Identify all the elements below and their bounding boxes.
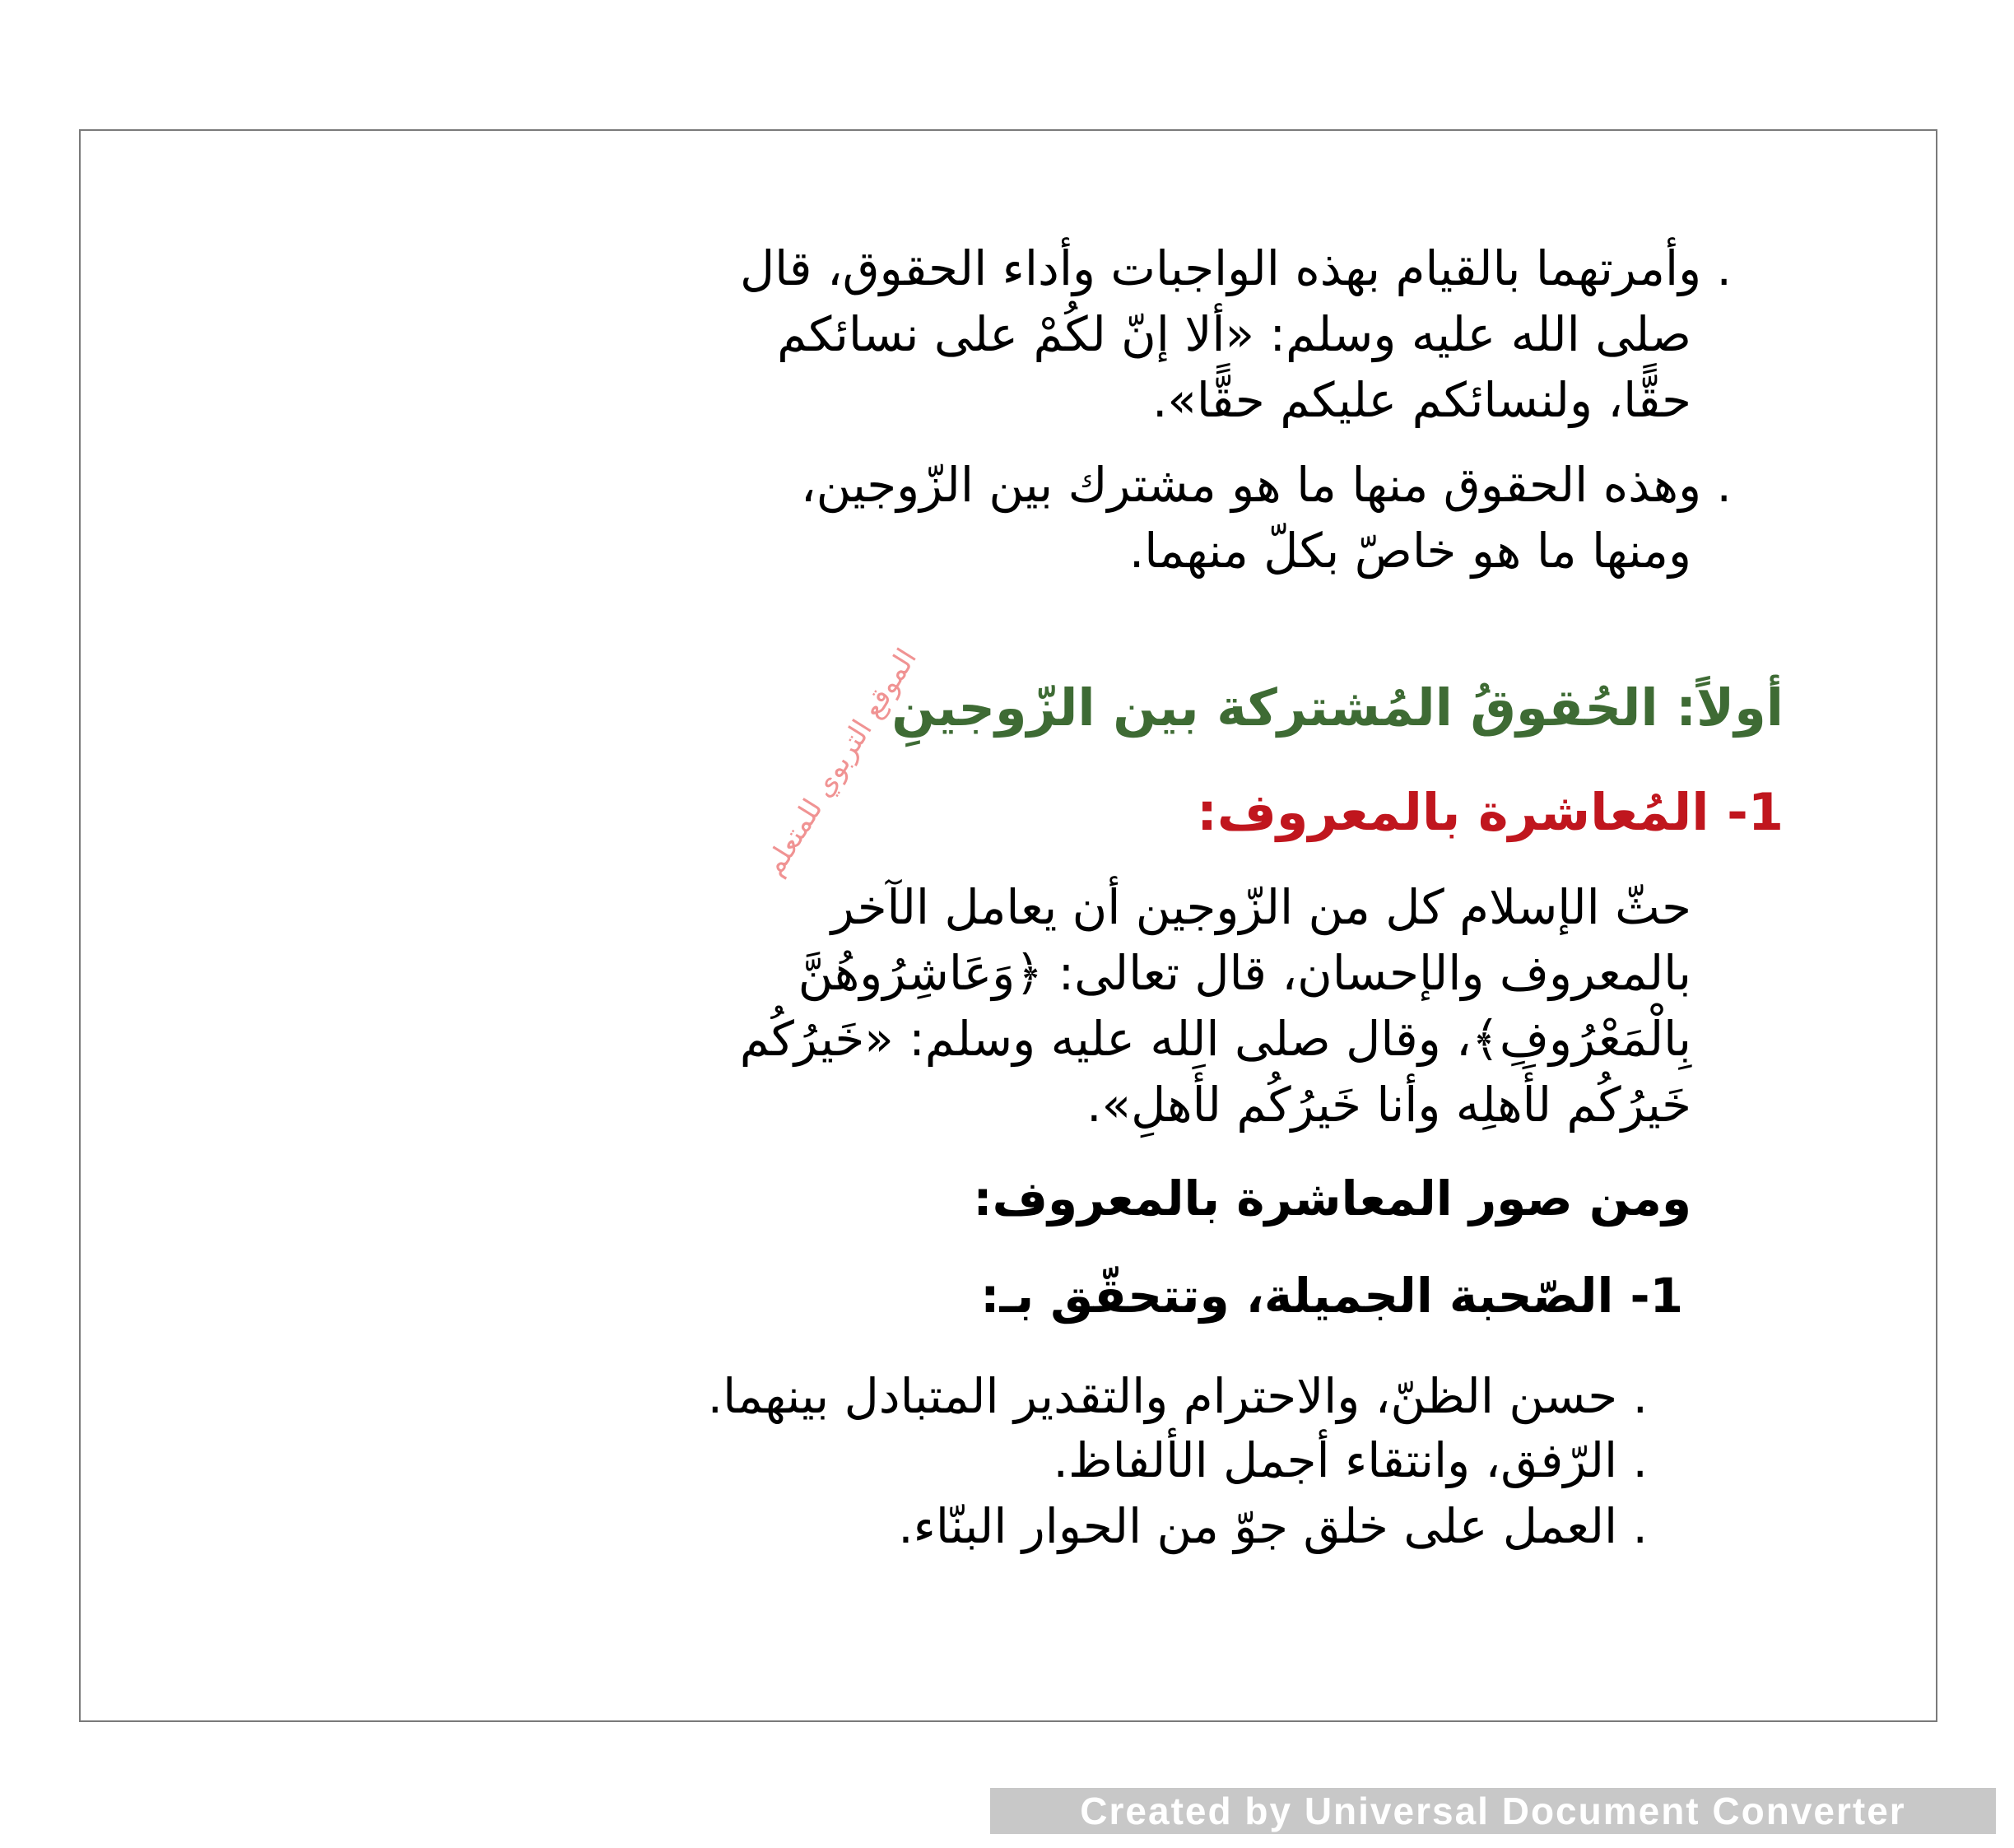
forms-heading: ومن صور المعاشرة بالمعروف:	[973, 1171, 1691, 1227]
subheading-mu3ashara: 1- المُعاشرة بالمعروف:	[1197, 782, 1784, 842]
paragraph-line-1: حثّ الإسلام كل من الزّوجين أن يعامل الآخر	[830, 879, 1691, 935]
bullet-1-line-1: . وأمرتهما بالقيام بهذه الواجبات وأداء الحقوق، قال	[739, 240, 1732, 296]
section-heading: أولاً: الحُقوقُ المُشتركة بين الزّوجينِ	[891, 677, 1784, 738]
list-item-3: . العمل على خلق جوّ من الحوار البنّاء.	[898, 1498, 1648, 1554]
list-item-2: . الرّفق، وانتقاء أجمل الألفاظ.	[1053, 1432, 1648, 1488]
subheading-su7ba: 1- الصّحبة الجميلة، وتتحقّق بـ:	[980, 1268, 1683, 1324]
paragraph-line-3: بِالْمَعْرُوفِ﴾، وقال صلى الله عليه وسلم: «خَيرُكُم	[739, 1011, 1691, 1067]
site-watermark: الموقع التربوي للمتعلم	[757, 642, 924, 882]
converter-footer-banner: Created by Universal Document Converter	[990, 1788, 1996, 1834]
paragraph-line-2: بالمعروف والإحسان، قال تعالى: ﴿وَعَاشِرُوهُنَّ	[798, 945, 1691, 1001]
paragraph-line-4: خَيرُكُم لأَهلِه وأنا خَيرُكُم لأَهلِ».	[1086, 1077, 1691, 1133]
bullet-2-line-1: . وهذه الحقوق منها ما هو مشترك بين الزّوجين،	[800, 457, 1732, 513]
list-item-1: . حسن الظنّ، والاحترام والتقدير المتبادل بينهما.	[707, 1368, 1648, 1424]
bullet-2-line-2: ومنها ما هو خاصّ بكلّ منهما.	[1128, 523, 1691, 579]
bullet-1-line-2: صلى الله عليه وسلم: «ألا إنّ لكُمْ على نسائكم	[777, 306, 1691, 362]
bullet-1-line-3: حقًّا، ولنسائكم عليكم حقًّا».	[1152, 372, 1691, 428]
